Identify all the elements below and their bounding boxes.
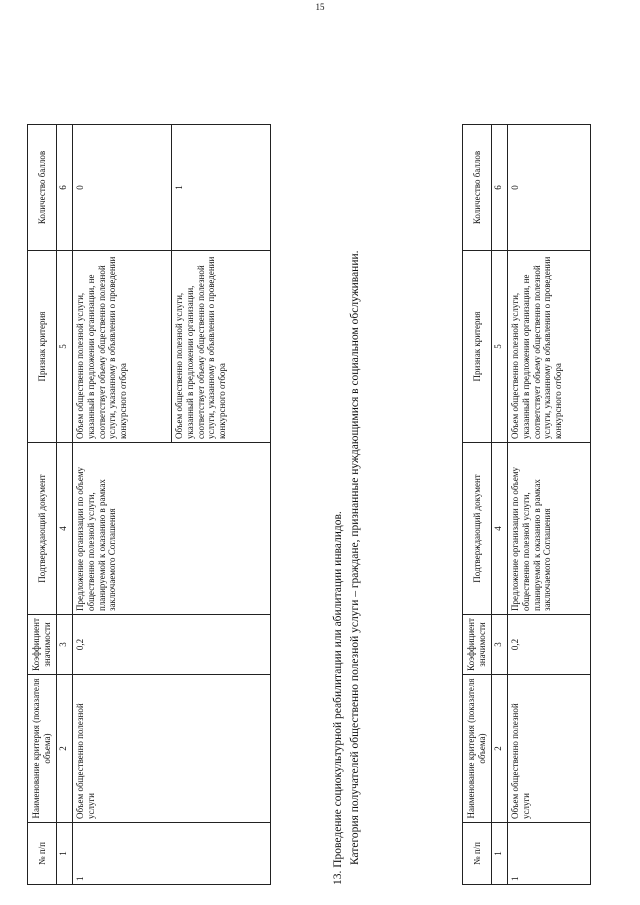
column-numbers-row bbox=[492, 125, 508, 885]
col-number: 1 bbox=[57, 823, 73, 885]
col-number: 2 bbox=[492, 675, 508, 823]
criteria-table-1 bbox=[27, 124, 271, 885]
criterion-sign: Объем общественно полезной услуги, указанный в предложении организации, соответствует объему общественно полезной услуги, указанному в объявлении о проведении конкурсного отбора bbox=[172, 251, 271, 443]
col-number: 5 bbox=[492, 251, 508, 443]
col-number: 1 bbox=[492, 823, 508, 885]
confirming-document: Предложение организации по объему общественно полезной услуги, планируемой к оказанию в рамках заключаемого Соглашения bbox=[508, 443, 591, 615]
header-num: № п/п bbox=[463, 823, 492, 885]
header-name: Наименование критерия (показателя объема) bbox=[463, 675, 492, 823]
col-number: 3 bbox=[492, 615, 508, 675]
confirming-document: Предложение организации по объему общественно полезной услуги, планируемой к оказанию в рамках заключаемого Соглашения bbox=[73, 443, 271, 615]
row-num: 1 bbox=[508, 823, 591, 885]
criterion-coef: 0,2 bbox=[508, 615, 591, 675]
criterion-name: Объем общественно полезной услуги bbox=[508, 675, 591, 823]
header-doc: Подтверждающий документ bbox=[463, 443, 492, 615]
col-number: 4 bbox=[57, 443, 73, 615]
header-score: Количество баллов bbox=[463, 125, 492, 251]
header-row bbox=[28, 125, 57, 885]
criterion-name: Объем общественно полезной услуги bbox=[73, 675, 271, 823]
header-score: Количество баллов bbox=[28, 125, 57, 251]
row-num: 1 bbox=[73, 823, 271, 885]
criterion-sign: Объем общественно полезной услуги, указанный в предложении организации, не соответствует объему общественно полезной услуги, указанному в объявлении о проведении конкурсного отбора bbox=[73, 251, 172, 443]
table-row bbox=[508, 125, 591, 885]
header-doc: Подтверждающий документ bbox=[28, 443, 57, 615]
header-row bbox=[463, 125, 492, 885]
col-number: 2 bbox=[57, 675, 73, 823]
criterion-coef: 0,2 bbox=[73, 615, 271, 675]
section-title: 13. Проведение социокультурной реабилитации или абилитации инвалидов. bbox=[332, 511, 344, 885]
criteria-table-2 bbox=[462, 124, 591, 885]
col-number: 3 bbox=[57, 615, 73, 675]
score: 0 bbox=[508, 125, 591, 251]
category-paragraph: Категория получателей общественно полезной услуги – граждане, признанные нуждающимися в социальном обслуживании. bbox=[349, 250, 361, 865]
score: 1 bbox=[172, 125, 271, 251]
criterion-sign: Объем общественно полезной услуги, указанный в предложении организации, не соответствует объему общественно полезной услуги, указанному в объявлении о проведении конкурсного отбора bbox=[508, 251, 591, 443]
col-number: 6 bbox=[57, 125, 73, 251]
page-number: 15 bbox=[315, 2, 325, 12]
col-number: 5 bbox=[57, 251, 73, 443]
table-row bbox=[73, 125, 172, 885]
header-coef: Коэффициент значимости bbox=[463, 615, 492, 675]
header-sign: Признак критерия bbox=[28, 251, 57, 443]
header-sign: Признак критерия bbox=[463, 251, 492, 443]
header-num: № п/п bbox=[28, 823, 57, 885]
header-name: Наименование критерия (показателя объема) bbox=[28, 675, 57, 823]
score: 0 bbox=[73, 125, 172, 251]
col-number: 4 bbox=[492, 443, 508, 615]
column-numbers-row bbox=[57, 125, 73, 885]
header-coef: Коэффициент значимости bbox=[28, 615, 57, 675]
col-number: 6 bbox=[492, 125, 508, 251]
rotated-content bbox=[25, 25, 607, 885]
